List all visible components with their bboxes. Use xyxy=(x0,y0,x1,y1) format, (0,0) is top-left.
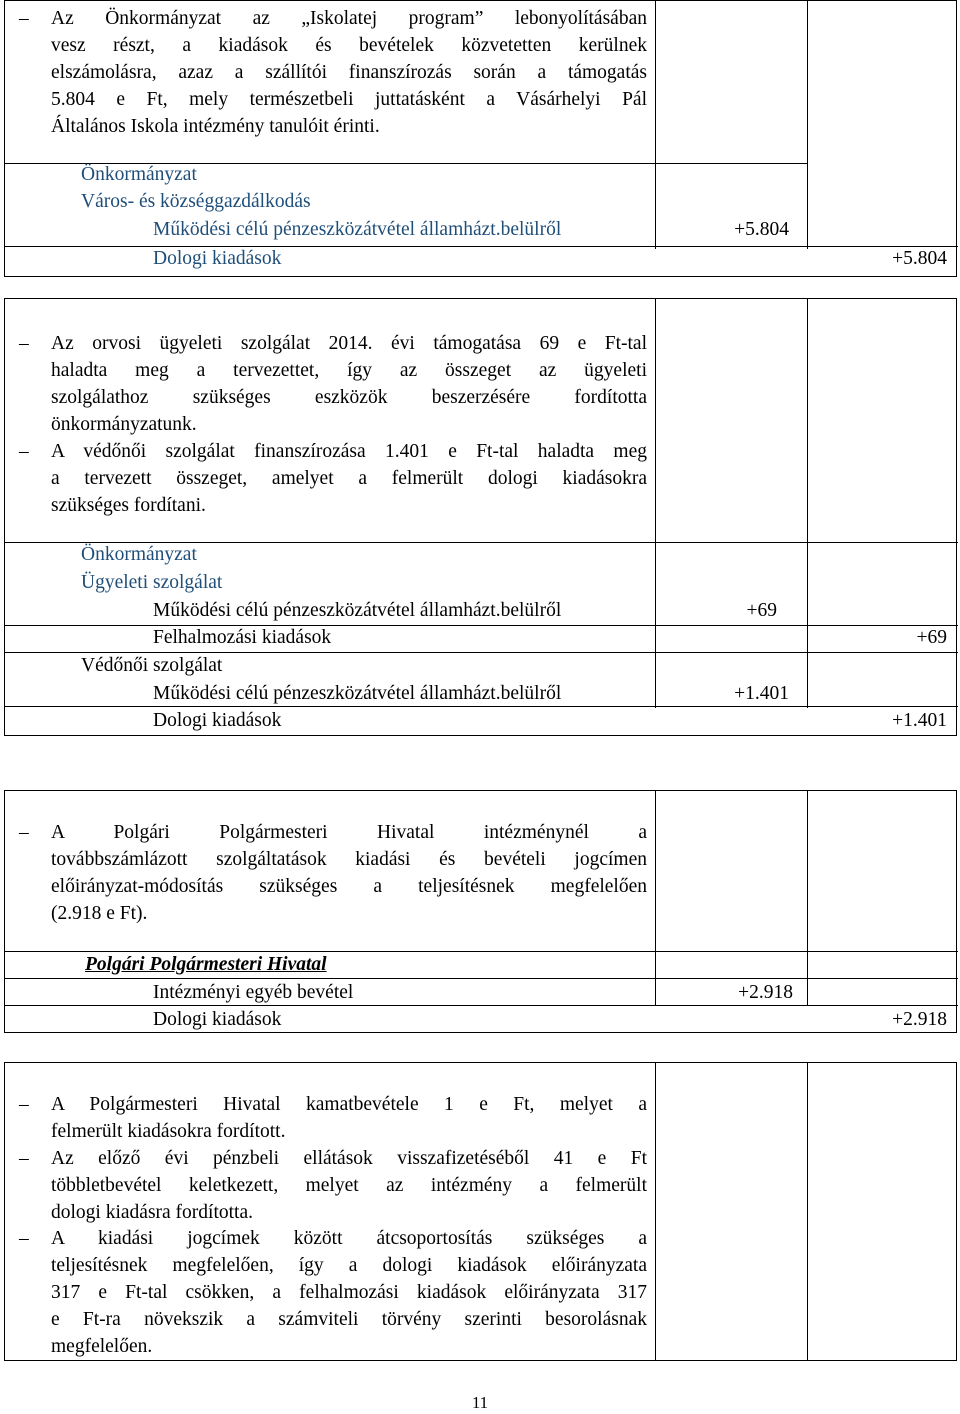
list-dash: – xyxy=(19,333,29,354)
list-dash: – xyxy=(19,8,29,29)
block-iskolatej xyxy=(4,0,957,277)
expense-label: Dologi kiadások xyxy=(153,710,282,731)
income-label: Működési célú pénzeszközátvétel államházt.belülről xyxy=(153,600,562,621)
expense-value: +2.918 xyxy=(892,1009,947,1030)
expense-value: +1.401 xyxy=(892,710,947,731)
list-dash: – xyxy=(19,1094,29,1115)
list-dash: – xyxy=(19,1148,29,1169)
block-egyeb xyxy=(4,1062,957,1361)
income-value: +69 xyxy=(746,600,777,621)
list-dash: – xyxy=(19,822,29,843)
unit-label: Védőnői szolgálat xyxy=(81,655,223,676)
expense-value: +69 xyxy=(916,627,947,648)
income-label: Működési célú pénzeszközátvétel államházt.belülről xyxy=(153,219,562,240)
paragraph-kamatbevetel: A Polgármesteri Hivatal kamatbevétele 1 e Ft, melyet a felmerült kiadásokra fordított. xyxy=(51,1094,647,1142)
entity-label: Polgári Polgármesteri Hivatal xyxy=(85,954,327,975)
expense-label: Dologi kiadások xyxy=(153,248,282,269)
paragraph-vedonoi: A védőnői szolgálat finanszírozása 1.401 e Ft-tal haladta meg a tervezett összeget, amelyet a felmerült dologi kiadásokra szükséges fordítani. xyxy=(51,441,647,516)
expense-value: +5.804 xyxy=(892,248,947,269)
income-value: +5.804 xyxy=(734,219,789,240)
income-value: +2.918 xyxy=(738,982,793,1003)
list-dash: – xyxy=(19,1228,29,1249)
expense-label: Felhalmozási kiadások xyxy=(153,627,332,648)
expense-label: Dologi kiadások xyxy=(153,1009,282,1030)
unit-label: Város- és községgazdálkodás xyxy=(81,191,311,212)
block-polgarmesteri-hivatal xyxy=(4,790,957,1033)
list-dash: – xyxy=(19,441,29,462)
income-label: Intézményi egyéb bevétel xyxy=(153,982,354,1003)
entity-label: Önkormányzat xyxy=(81,544,197,565)
paragraph-orvosi-ugyelet: Az orvosi ügyeleti szolgálat 2014. évi támogatása 69 e Ft-tal haladta meg a tervezettet, így az összeget az ügyeleti szolgálathoz szükséges eszközök beszerzésére fordította önkormányzatunk. xyxy=(51,333,647,435)
paragraph-visszafizetes: Az előző évi pénzbeli ellátások visszafizetéséből 41 e Ft többletbevétel keletkezett, melyet az intézmény a felmerült dologi kiadásra fordította. xyxy=(51,1148,647,1223)
block-ugyelet-vedono xyxy=(4,298,957,736)
income-value: +1.401 xyxy=(734,683,789,704)
income-label: Működési célú pénzeszközátvétel államházt.belülről xyxy=(153,683,562,704)
paragraph-atcsoportositas: A kiadási jogcímek között átcsoportosítás szükséges a teljesítésnek megfelelően, így a dologi kiadások előirányzata 317 e Ft-tal csökken, a felhalmozási kiadások előirányzata 317 e Ft-ra növekszik a számviteli törvény szerinti besorolásnak megfelelően. xyxy=(51,1228,647,1357)
unit-label: Ügyeleti szolgálat xyxy=(81,572,223,593)
paragraph-iskolatej: Az Önkormányzat az „Iskolatej program” lebonyolításában vesz részt, a kiadások és bevételek közvetetten kerülnek elszámolásra, azaz a szállítói finanszírozás során a támogatás 5.804 e Ft, mely természetbeli juttatásként a Vásárhelyi Pál Általános Iskola intézmény tanulóit érinti. xyxy=(51,8,647,137)
entity-label: Önkormányzat xyxy=(81,164,197,185)
page-number: 11 xyxy=(471,1393,489,1412)
paragraph-tovabbszamlazott: A Polgári Polgármesteri Hivatal intézménynél a továbbszámlázott szolgáltatások kiadási és bevételi jogcímen előirányzat-módosítás szükséges a teljesítésnek megfelelően (2.918 e Ft). xyxy=(51,822,647,924)
